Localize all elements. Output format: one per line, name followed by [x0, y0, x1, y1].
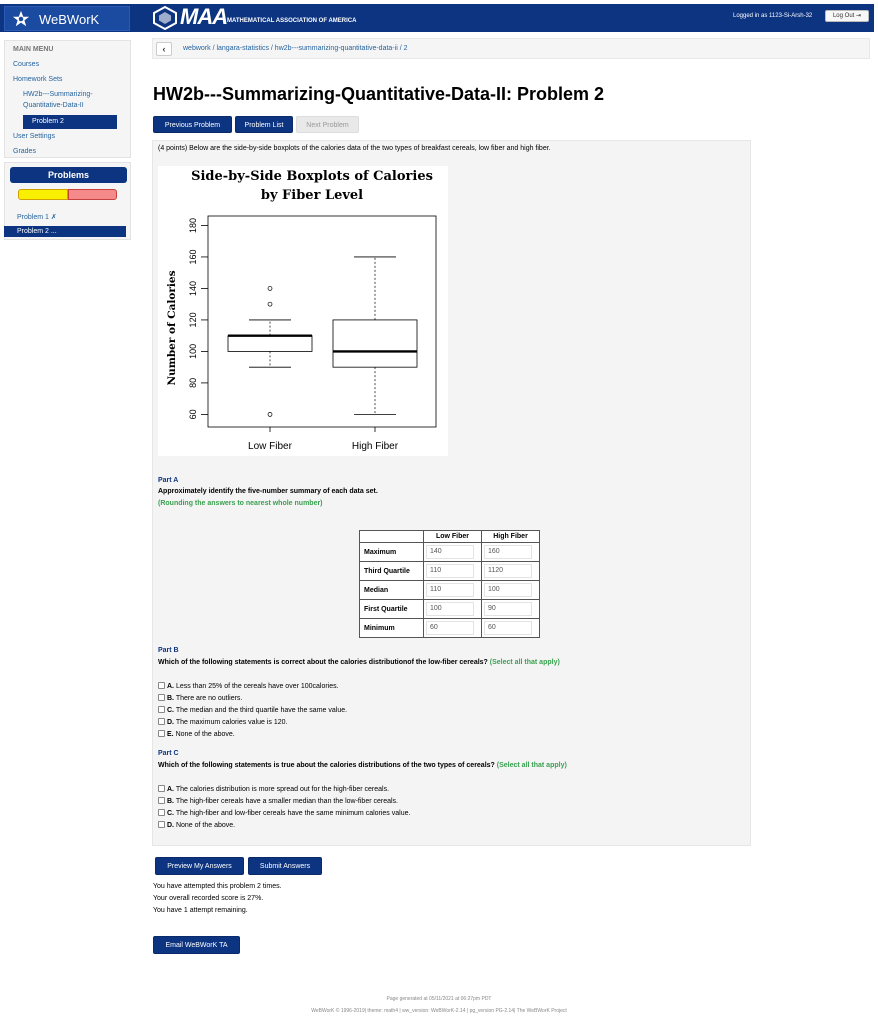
- submit-answers-button[interactable]: Submit Answers: [248, 857, 322, 875]
- logout-label: Log Out: [832, 13, 855, 19]
- option-text: The calories distribution is more spread out for the high-fiber cereals.: [175, 786, 390, 793]
- box-iqr: [228, 336, 312, 352]
- answer-input[interactable]: 100: [484, 583, 532, 597]
- breadcrumb: [152, 38, 870, 59]
- option-letter: A.: [167, 683, 174, 690]
- option-letter: B.: [167, 695, 174, 702]
- row-label: Minimum: [360, 619, 424, 638]
- part-c-label: Part C: [158, 750, 179, 757]
- webwork-logo-icon: [12, 10, 30, 28]
- col-header-low: Low Fiber: [424, 531, 482, 543]
- table-row: [360, 619, 540, 638]
- part-a-question: Approximately identify the five-number summary of each data set.: [158, 488, 378, 495]
- outlier-point: [268, 286, 272, 290]
- footer-credits: WeBWorK © 1996-2019| theme: math4 | ww_version: WeBWorK-2.14 | pg_version PG-2.14| The WeBWorK Project: [311, 1008, 567, 1014]
- option-row[interactable]: [158, 718, 287, 726]
- logout-icon: ⇥: [856, 13, 862, 19]
- x-tick-label: Low Fiber: [248, 441, 292, 452]
- boxplot-chart: [158, 166, 448, 456]
- option-letter: D.: [167, 719, 174, 726]
- attempts-status: You have attempted this problem 2 times.: [153, 883, 282, 890]
- answer-input[interactable]: 90: [484, 602, 532, 616]
- answer-input[interactable]: 60: [484, 621, 532, 635]
- score-status: Your overall recorded score is 27%.: [153, 895, 264, 902]
- option-text: Less than 25% of the cereals have over 100calories.: [175, 683, 339, 690]
- part-a-label: Part A: [158, 477, 179, 484]
- option-letter: D.: [167, 822, 174, 829]
- maa-logo-text: MAA: [180, 4, 228, 29]
- y-tick-label: 120: [188, 312, 198, 328]
- previous-problem-button[interactable]: Previous Problem: [153, 116, 232, 133]
- y-tick-label: 100: [188, 343, 198, 359]
- progress-correct-bar: [18, 189, 68, 200]
- back-button[interactable]: ‹: [156, 42, 172, 56]
- logout-button[interactable]: [825, 10, 869, 22]
- preview-answers-button[interactable]: Preview My Answers: [155, 857, 244, 875]
- option-letter: C.: [167, 707, 174, 714]
- checkbox[interactable]: [158, 821, 165, 828]
- part-a-hint: (Rounding the answers to nearest whole number): [158, 500, 323, 507]
- option-text: The high-fiber and low-fiber cereals have the same minimum calories value.: [175, 810, 411, 817]
- part-c-hint: (Select all that apply): [496, 762, 567, 769]
- table-row: [360, 600, 540, 619]
- option-letter: E.: [167, 731, 174, 738]
- sidebar-item-problem-2[interactable]: Problem 2: [23, 115, 117, 129]
- five-number-table: [359, 530, 540, 638]
- incorrect-mark-icon: ✗: [50, 214, 57, 221]
- col-header-high: High Fiber: [482, 531, 540, 543]
- y-tick-label: 140: [188, 280, 198, 296]
- checkbox[interactable]: [158, 730, 165, 737]
- option-text: None of the above.: [175, 731, 235, 738]
- option-row[interactable]: [158, 797, 398, 805]
- part-b-label: Part B: [158, 647, 179, 654]
- sidebar: [4, 40, 131, 240]
- problem-intro: (4 points) Below are the side-by-side boxplots of the calories data of the two types of breakfast cereals, low fiber and high fiber.: [158, 145, 551, 152]
- y-axis-label: Number of Calories: [166, 270, 178, 386]
- option-letter: C.: [167, 810, 174, 817]
- page-title: HW2b---Summarizing-Quantitative-Data-II: Problem 2: [153, 84, 605, 104]
- checkbox[interactable]: [158, 706, 165, 713]
- problems-title: Problems: [10, 167, 127, 183]
- sidebar-link-homework-sets[interactable]: Homework Sets: [13, 76, 63, 83]
- chart-title-line1: Side-by-Side Boxplots of Calories: [191, 169, 433, 184]
- breadcrumb-path[interactable]: webwork / langara-statistics / hw2b---summarizing-quantitative-data-ii / 2: [183, 45, 408, 52]
- checkbox[interactable]: [158, 694, 165, 701]
- chart-title-line2: by Fiber Level: [260, 188, 364, 203]
- sidebar-link-set-line2[interactable]: Quantitative-Data-II: [23, 102, 84, 109]
- email-ta-button[interactable]: Email WeBWorK TA: [153, 936, 240, 954]
- option-row[interactable]: [158, 682, 339, 690]
- part-c-question-text: Which of the following statements is true about the calories distributions of the two types of cereals?: [158, 762, 495, 769]
- sidebar-link-grades[interactable]: Grades: [13, 148, 36, 155]
- y-tick-label: 160: [188, 249, 198, 265]
- checkbox[interactable]: [158, 682, 165, 689]
- main-menu-title: MAIN MENU: [13, 46, 54, 53]
- sidebar-link-courses[interactable]: Courses: [13, 61, 40, 68]
- x-tick-label: High Fiber: [351, 441, 399, 452]
- table-row: [360, 562, 540, 581]
- y-tick-label: 180: [188, 217, 198, 233]
- answer-input[interactable]: 110: [426, 564, 474, 578]
- y-tick-label: 80: [188, 377, 198, 388]
- problem-list-button[interactable]: Problem List: [235, 116, 293, 133]
- answer-input[interactable]: 1120: [484, 564, 532, 578]
- table-corner: [360, 531, 424, 543]
- part-b-question: [158, 659, 560, 666]
- part-b-question-text: Which of the following statements is correct about the calories distributionof the low-fiber cereals?: [158, 659, 488, 666]
- option-text: None of the above.: [175, 822, 236, 829]
- answer-input[interactable]: 160: [484, 545, 532, 559]
- main-menu: [4, 40, 131, 158]
- part-c-question: [158, 762, 567, 769]
- checkbox[interactable]: [158, 797, 165, 804]
- remaining-status: You have 1 attempt remaining.: [153, 907, 248, 914]
- problem-list-item-1[interactable]: [17, 213, 57, 221]
- option-row[interactable]: [158, 730, 235, 738]
- option-row[interactable]: [158, 821, 235, 829]
- maa-hexagon-icon: [152, 6, 178, 30]
- option-row[interactable]: [158, 809, 410, 817]
- option-text: There are no outliers.: [175, 695, 243, 702]
- problem-list-item-2[interactable]: Problem 2 ...: [4, 226, 126, 237]
- checkbox[interactable]: [158, 785, 165, 792]
- option-text: The high-fiber cereals have a smaller median than the low-fiber cereals.: [175, 798, 398, 805]
- row-label: Median: [360, 581, 424, 600]
- sidebar-link-set-line1[interactable]: HW2b---Summarizing-: [23, 91, 93, 98]
- answer-input[interactable]: 60: [426, 621, 474, 635]
- sidebar-link-user-settings[interactable]: User Settings: [13, 133, 56, 140]
- table-row: [360, 543, 540, 562]
- row-label: Third Quartile: [360, 562, 424, 581]
- part-b-hint: (Select all that apply): [489, 659, 560, 666]
- answer-input[interactable]: 110: [426, 583, 474, 597]
- checkbox[interactable]: [158, 718, 165, 725]
- outlier-point: [268, 302, 272, 306]
- logged-in-status: Logged in as 1123-Si-Arsh-32: [733, 13, 813, 19]
- option-letter: A.: [167, 786, 174, 793]
- checkbox[interactable]: [158, 809, 165, 816]
- outlier-point: [268, 412, 272, 416]
- webwork-brand[interactable]: [4, 6, 130, 31]
- option-text: The median and the third quartile have the same value.: [175, 707, 348, 714]
- next-problem-button: Next Problem: [296, 116, 359, 133]
- option-text: The maximum calories value is 120.: [175, 719, 288, 726]
- row-label: First Quartile: [360, 600, 424, 619]
- brand-name: WeBWorK: [39, 12, 100, 27]
- option-row[interactable]: [158, 694, 242, 702]
- box-iqr: [333, 320, 417, 367]
- y-tick-label: 60: [188, 409, 198, 420]
- option-letter: B.: [167, 798, 174, 805]
- progress-incorrect-bar: [68, 189, 117, 200]
- problem1-label: Problem 1: [17, 214, 49, 221]
- row-label: Maximum: [360, 543, 424, 562]
- answer-input[interactable]: 140: [426, 545, 474, 559]
- answer-input[interactable]: 100: [426, 602, 474, 616]
- table-row: [360, 581, 540, 600]
- footer-generated: Page generated at 05/11/2021 at 06:27pm PDT: [386, 996, 492, 1002]
- option-row[interactable]: [158, 706, 347, 714]
- option-row[interactable]: [158, 785, 389, 793]
- maa-full-name: MATHEMATICAL ASSOCIATION OF AMERICA: [227, 18, 357, 24]
